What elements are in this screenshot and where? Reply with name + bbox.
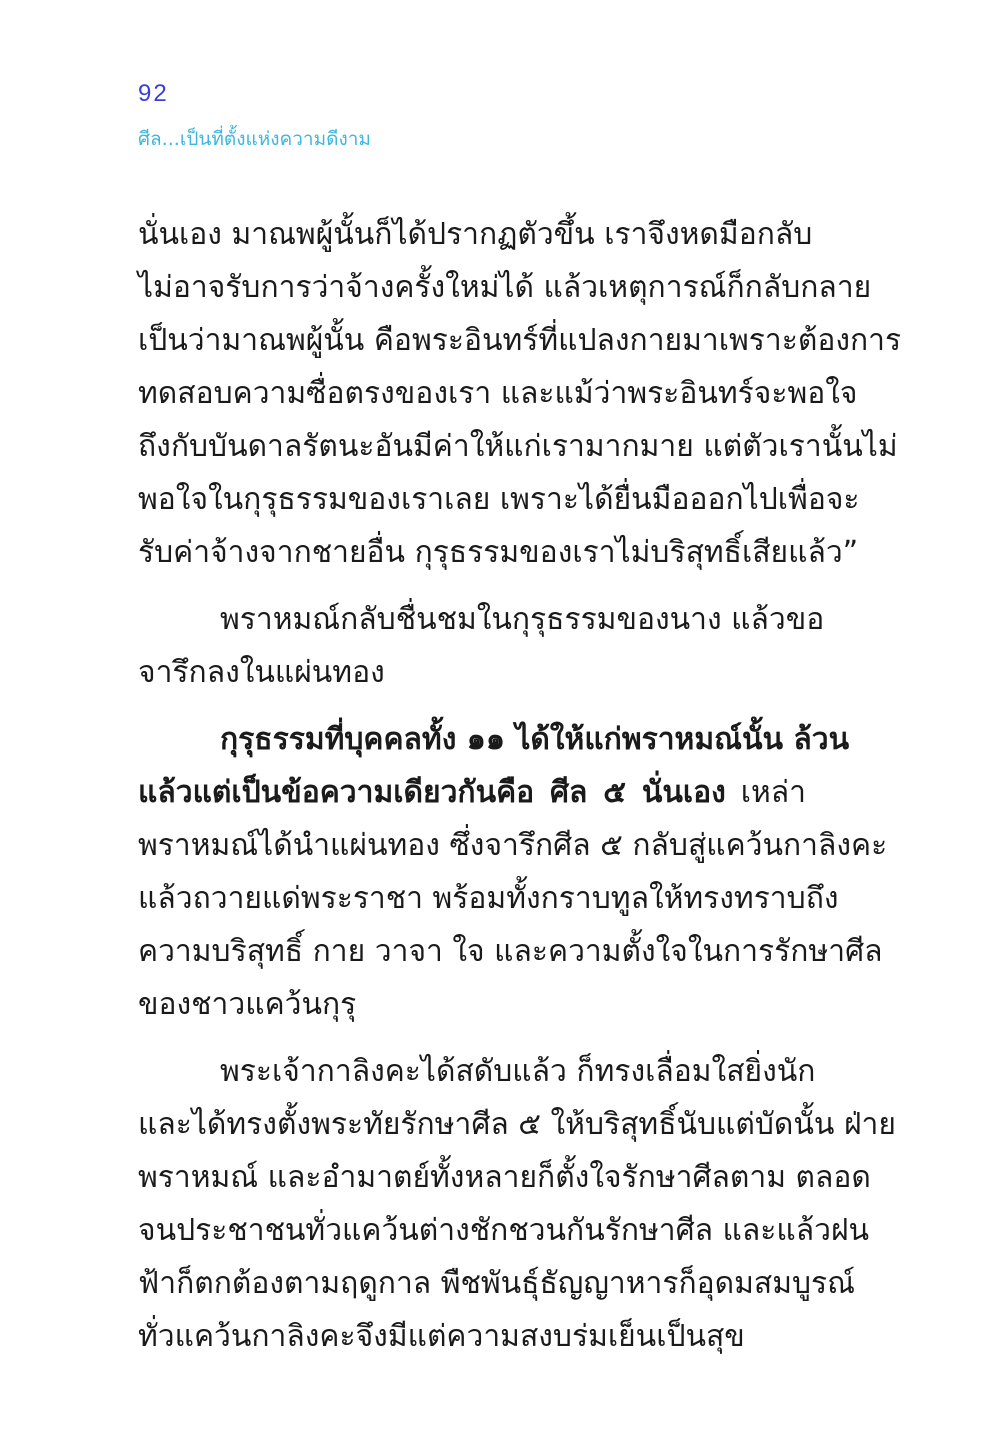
text-line: ของชาวแคว้นกุรุ (138, 987, 357, 1022)
bold-text-line: กุรุธรรมที่บุคคลทั้ง ๑๑ ได้ให้แก่พราหมณ์นั้น ล้วน (220, 722, 850, 757)
text-line: ฟ้าก็ตกต้องตามฤดูกาล พืชพันธุ์ธัญญาหารก็อุดมสมบูรณ์ (138, 1266, 855, 1301)
text-line: แล้วถวายแด่พระราชา พร้อมทั้งกราบทูลให้ทรงทราบถึง (138, 881, 839, 916)
text-line: เป็นว่ามาณพผู้นั้น คือพระอินทร์ที่แปลงกายมาเพราะต้องการ (138, 323, 902, 358)
text-line: พราหมณ์กลับชื่นชมในกุรุธรรมของนาง แล้วขอ (220, 602, 825, 637)
page-number: 92 (138, 80, 169, 107)
text-line: พอใจในกุรุธรรมของเราเลย เพราะได้ยื่นมือออกไปเพื่อจะ (138, 482, 860, 517)
text-tail: เหล่า (740, 775, 806, 810)
paragraph (138, 713, 888, 1031)
text-line: นั่นเอง มาณพผู้นั้นก็ได้ปรากฏตัวขึ้น เราจึงหดมือกลับ (138, 217, 813, 252)
text-line: จนประชาชนทั่วแคว้นต่างชักชวนกันรักษาศีล และแล้วฝน (138, 1213, 870, 1248)
text-line: ถึงกับบันดาลรัตนะอันมีค่าให้แก่เรามากมาย แต่ตัวเรานั้นไม่ (138, 429, 898, 464)
text-line: พราหมณ์ และอำมาตย์ทั้งหลายก็ตั้งใจรักษาศีลตาม ตลอด (138, 1160, 871, 1195)
running-title: ศีล...เป็นที่ตั้งแห่งความดีงาม (138, 128, 371, 150)
paragraph (138, 208, 902, 579)
bold-text: แล้วแต่เป็นข้อความเดียวกันคือ ศีล ๕ นั่นเอง (138, 775, 726, 810)
text-line: ทั่วแคว้นกาลิงคะจึงมีแต่ความสงบร่มเย็นเป็นสุข (138, 1319, 745, 1354)
text-line: พระเจ้ากาลิงคะได้สดับแล้ว ก็ทรงเลื่อมใสยิ่งนัก (220, 1054, 816, 1089)
text-line: จารึกลงในแผ่นทอง (138, 655, 385, 690)
text-line: ทดสอบความซื่อตรงของเรา และแม้ว่าพระอินทร์จะพอใจ (138, 376, 858, 411)
body-text (138, 208, 902, 1363)
text-line: พราหมณ์ได้นำแผ่นทอง ซึ่งจารึกศีล ๕ กลับสู่แคว้นกาลิงคะ (138, 828, 888, 863)
text-line: ไม่อาจรับการว่าจ้างครั้งใหม่ได้ แล้วเหตุการณ์ก็กลับกลาย (138, 270, 872, 305)
paragraph (138, 593, 825, 699)
text-line: ความบริสุทธิ์ กาย วาจา ใจ และความตั้งใจในการรักษาศีล (138, 934, 883, 969)
text-line (138, 766, 806, 819)
text-line: และได้ทรงตั้งพระทัยรักษาศีล ๕ ให้บริสุทธิ์นับแต่บัดนั้น ฝ่าย (138, 1107, 896, 1142)
paragraph (138, 1045, 896, 1363)
text-line: รับค่าจ้างจากชายอื่น กุรุธรรมของเราไม่บริสุทธิ์เสียแล้ว” (138, 535, 859, 570)
